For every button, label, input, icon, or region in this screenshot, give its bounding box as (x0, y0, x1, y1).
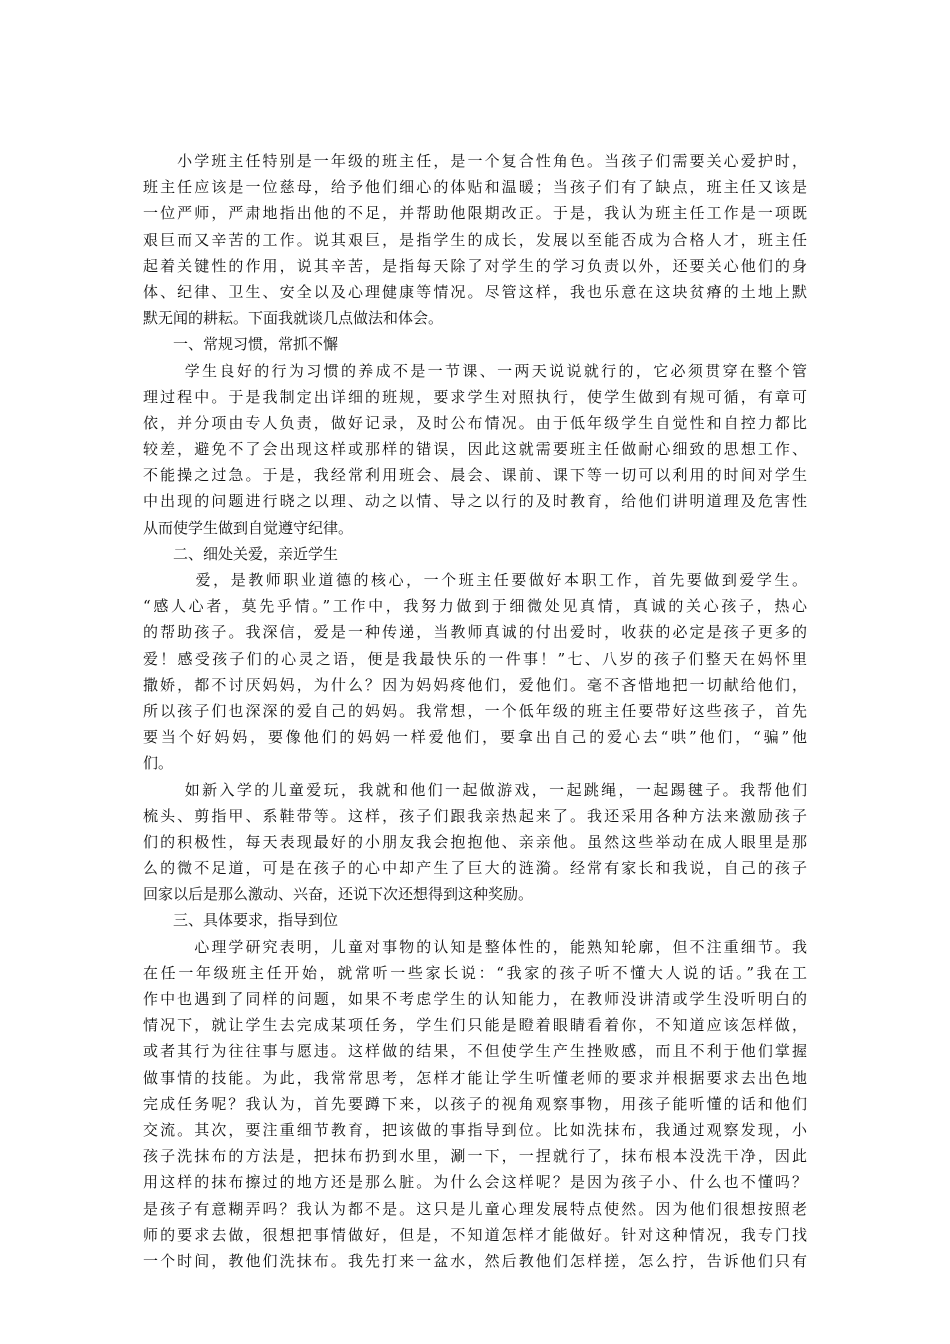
text-line: 孩子洗抹布的方法是，把抹布扔到水里，涮一下，一捏就行了，抹布根本没洗干净，因此 (143, 1147, 807, 1166)
text-line: 完成任务呢？我认为，首先要蹲下来，以孩子的视角观察事物，用孩子能听懂的话和他们 (143, 1094, 807, 1113)
text-line: 梳头、剪指甲、系鞋带等。这样，孩子们跟我亲热起来了。我还采用各种方法来激励孩子 (143, 806, 807, 825)
text-line: 依，并分项由专人负责，做好记录，及时公布情况。由于低年级学生自觉性和自控力都比 (143, 413, 807, 432)
text-line: 如新入学的儿童爱玩，我就和他们一起做游戏，一起跳绳，一起踢毽子。我帮他们 (143, 780, 807, 799)
text-line: 们。 (143, 754, 174, 773)
text-line: 做事情的技能。为此，我常常思考，怎样才能让学生听懂老师的要求并根据要求去出色地 (143, 1068, 807, 1087)
text-line: 艰巨而又辛苦的工作。说其艰巨，是指学生的成长，发展以至能否成为合格人才，班主任 (143, 230, 807, 249)
text-line: 是孩子有意糊弄吗？我认为都不是。这只是儿童心理发展特点使然。因为他们很想按照老 (143, 1199, 807, 1218)
text-line: 回家以后是那么激动、兴奋，还说下次还想得到这种奖励。 (143, 885, 534, 904)
text-line: 情况下，就让学生去完成某项任务，学生们只能是瞪着眼睛看着你，不知道应该怎样做， (143, 1016, 807, 1035)
text-line: 要当个好妈妈，要像他们的妈妈一样爱他们，要拿出自己的爱心去“哄”他们，“骗”他 (143, 728, 807, 747)
text-line: 一个时间，教他们洗抹布。我先打来一盆水，然后教他们怎样搓，怎么拧，告诉他们只有 (143, 1251, 807, 1270)
text-line: 爱！感受孩子们的心灵之语，便是我最快乐的一件事！”七、八岁的孩子们整天在妈怀里 (143, 649, 807, 668)
text-line: 师的要求去做，很想把事情做好，但是，不知道怎样才能做好。针对这种情况，我专门找 (143, 1225, 807, 1244)
text-line: 默无闻的耕耘。下面我就谈几点做法和体会。 (143, 309, 444, 328)
text-line: 三、具体要求，指导到位 (143, 911, 339, 930)
text-line: 或者其行为往往事与愿违。这样做的结果，不但使学生产生挫败感，而且不利于他们掌握 (143, 1042, 807, 1061)
text-line: 较差，避免不了会出现这样或那样的错误，因此这就需要班主任做耐心细致的思想工作、 (143, 440, 807, 459)
text-line: 交流。其次，要注重细节教育，把该做的事指导到位。比如洗抹布，我通过观察发现，小 (143, 1120, 807, 1139)
text-line: 二、细处关爱，亲近学生 (143, 544, 339, 563)
text-line: 从而使学生做到自觉遵守纪律。 (143, 518, 354, 537)
text-line: 体、纪律、卫生、安全以及心理健康等情况。尽管这样，我也乐意在这块贫瘠的土地上默 (143, 282, 807, 301)
text-line: 一、常规习惯，常抓不懈 (143, 335, 339, 354)
text-line: 班主任应该是一位慈母，给予他们细心的体贴和温暖；当孩子们有了缺点，班主任又该是 (143, 178, 807, 197)
text-line: 起着关键性的作用，说其辛苦，是指每天除了对学生的学习负责以外，还要关心他们的身 (143, 256, 807, 275)
text-line: 用这样的抹布擦过的地方还是那么脏。为什么会这样呢？是因为孩子小、什么也不懂吗？ (143, 1173, 807, 1192)
document-body (143, 148, 807, 1274)
text-line: 在任一年级班主任开始，就常听一些家长说：“我家的孩子听不懂大人说的话。”我在工 (143, 963, 807, 982)
text-line: 们的积极性，每天表现最好的小朋友我会抱抱他、亲亲他。虽然这些举动在成人眼里是那 (143, 832, 807, 851)
text-line: 中出现的问题进行晓之以理、动之以情、导之以行的及时教育，给他们讲明道理及危害性 (143, 492, 807, 511)
text-line: 学生良好的行为习惯的养成不是一节课、一两天说说就行的，它必须贯穿在整个管 (143, 361, 807, 380)
text-line: 小学班主任特别是一年级的班主任，是一个复合性角色。当孩子们需要关心爱护时， (143, 152, 807, 170)
text-line: 么的微不足道，可是在孩子的心中却产生了巨大的涟漪。经常有家长和我说，自己的孩子 (143, 859, 807, 878)
text-line: “感人心者，莫先乎情。”工作中，我努力做到于细微处见真情，真诚的关心孩子，热心 (143, 597, 807, 616)
text-line: 所以孩子们也深深的爱自己的妈妈。我常想，一个低年级的班主任要带好这些孩子，首先 (143, 701, 807, 720)
text-line: 的帮助孩子。我深信，爱是一种传递，当教师真诚的付出爱时，收获的必定是孩子更多的 (143, 623, 807, 642)
text-line: 爱，是教师职业道德的核心，一个班主任要做好本职工作，首先要做到爱学生。 (143, 571, 807, 589)
text-line: 撒娇，都不讨厌妈妈，为什么？因为妈妈疼他们，爱他们。毫不吝惜地把一切献给他们， (143, 675, 807, 694)
text-line: 理过程中。于是我制定出详细的班规，要求学生对照执行，使学生做到有规可循，有章可 (143, 387, 807, 406)
text-line: 不能操之过急。于是，我经常利用班会、晨会、课前、课下等一切可以利用的时间对学生 (143, 466, 807, 485)
text-line: 心理学研究表明，儿童对事物的认知是整体性的，能熟知轮廓，但不注重细节。我 (143, 937, 807, 956)
text-line: 一位严师，严肃地指出他的不足，并帮助他限期改正。于是，我认为班主任工作是一项既 (143, 204, 807, 223)
text-line: 作中也遇到了同样的问题，如果不考虑学生的认知能力，在教师没讲清或学生没听明白的 (143, 990, 807, 1008)
